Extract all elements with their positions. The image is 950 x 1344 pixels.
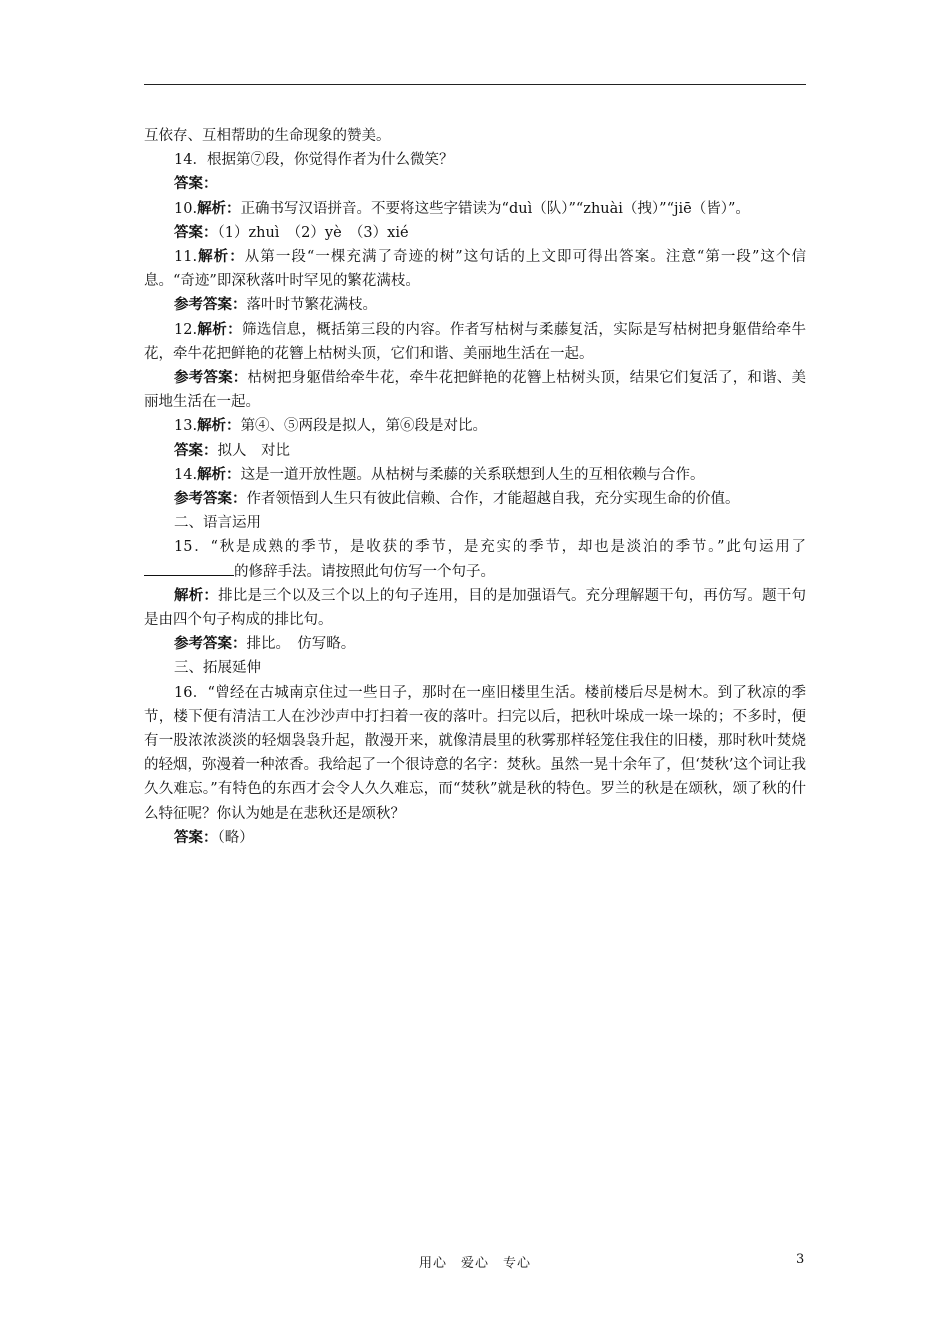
analysis-12 <box>144 318 806 366</box>
item-number: 10. <box>174 200 198 217</box>
answer-16 <box>144 826 806 850</box>
analysis-15 <box>144 584 806 632</box>
paragraph-text: 排比。 仿写略。 <box>246 636 356 653</box>
analysis-13 <box>144 414 806 438</box>
answer-10 <box>144 221 806 245</box>
paragraph-text: 从第一段“一棵充满了奇迹的树”这句话的上文即可得出答案。注意“第一段”这个信息。“奇迹”即深秋落叶时罕见的繁花满枝。 <box>144 249 807 290</box>
page-number: 3 <box>796 1252 805 1267</box>
paragraph-text: 14．根据第⑦段，你觉得作者为什么微笑？ <box>174 152 454 169</box>
paragraph-text-after-blank: 的修辞手法。请按照此句仿写一个句子。 <box>234 563 495 580</box>
section-title: 三、拓展延伸 <box>174 660 261 677</box>
paragraph-text: 拟人 对比 <box>217 442 290 459</box>
reference-answer-12 <box>144 366 806 414</box>
reference-answer-14 <box>144 487 806 511</box>
analysis-label: 解析： <box>174 586 219 604</box>
item-number: 13. <box>174 418 198 435</box>
section-title: 二、语言运用 <box>174 515 261 532</box>
reference-answer-label: 参考答案： <box>174 296 247 314</box>
analysis-label: 解析： <box>197 417 241 435</box>
answer-14-blank <box>144 172 806 196</box>
paragraph-text: 枯树把身躯借给牵牛花，牵牛花把鲜艳的花簪上枯树头顶，结果它们复活了，和谐、美丽地生活在一起。 <box>144 370 807 411</box>
analysis-label: 解析： <box>197 320 242 338</box>
item-number: 11. <box>174 249 198 266</box>
paragraph-text: 第④、⑤两段是拟人，第⑥段是对比。 <box>240 418 488 435</box>
question-14 <box>144 148 806 172</box>
footer-motto: 用心 爱心 专心 <box>418 1256 531 1271</box>
question-16 <box>144 681 806 826</box>
header-rule <box>144 84 806 85</box>
paragraph-text: 排比是三个以及三个以上的句子连用，目的是加强语气。充分理解题干句，再仿写。题干句是由四个句子构成的排比句。 <box>144 587 806 629</box>
answer-label: 答案： <box>174 223 218 241</box>
paragraph-text: 这是一道开放性题。从枯树与柔藤的关系联想到人生的互相依赖与合作。 <box>240 466 705 483</box>
reference-answer-15 <box>144 632 806 656</box>
reference-answer-label: 参考答案： <box>174 490 247 508</box>
section-heading-extension <box>144 656 806 680</box>
reference-answer-11 <box>144 293 806 317</box>
reference-answer-label: 参考答案： <box>174 635 247 653</box>
answer-label: 答案： <box>174 175 218 193</box>
paragraph-text: 作者领悟到人生只有彼此信赖、合作，才能超越自我，充分实现生命的价值。 <box>246 491 740 508</box>
question-15 <box>144 535 806 583</box>
reference-answer-label: 参考答案： <box>174 369 248 387</box>
analysis-label: 解析： <box>197 465 241 483</box>
answer-label: 答案： <box>174 441 218 459</box>
item-number: 14. <box>174 466 198 483</box>
paragraph-0 <box>144 124 806 148</box>
answer-label: 答案： <box>174 828 218 846</box>
analysis-label: 解析： <box>197 199 241 217</box>
analysis-14 <box>144 463 806 487</box>
paragraph-text: 正确书写汉语拼音。不要将这些字错读为“duì（队）”“zhuài（拽）”“jiē（皆）”。 <box>240 200 750 217</box>
paragraph-text: 落叶时节繁花满枝。 <box>246 297 377 314</box>
paragraph-text: （1）zhuì （2）yè （3）xié <box>217 224 409 241</box>
analysis-10 <box>144 197 806 221</box>
paragraph-text: 筛选信息，概括第三段的内容。作者写枯树与柔藤复活，实际是写枯树把身躯借给牵牛花，牵牛花把鲜艳的花簪上枯树头顶，它们和谐、美丽地生活在一起。 <box>144 321 807 362</box>
paragraph-text: （略） <box>217 829 254 846</box>
fill-in-blank <box>144 561 234 576</box>
section-heading-language <box>144 511 806 535</box>
document-body <box>144 124 806 850</box>
paragraph-text: 15．“秋是成熟的季节，是收获的季节，是充实的季节，却也是淡泊的季节。”此句运用了 <box>174 539 806 556</box>
analysis-11 <box>144 245 806 293</box>
answer-13 <box>144 439 806 463</box>
analysis-label: 解析： <box>197 248 245 266</box>
item-number: 12. <box>174 321 198 338</box>
paragraph-text: 16．“曾经在古城南京住过一些日子，那时在一座旧楼里生活。楼前楼后尽是树木。到了秋凉的季节，楼下便有清洁工人在沙沙声中打扫着一夜的落叶。扫完以后，把秋叶垛成一垛一垛的；不多时，便有一股浓浓淡淡的轻烟袅袅升起，散漫开来，就像清晨里的秋雾那样轻笼住我住的旧楼，那时秋叶焚烧的轻烟，弥漫着一种浓香。我给起了一个很诗意的名字：焚秋。虽然一晃十余年了，但‘焚秋’这个词让我久久难忘。”有特色的东西才会令人久久难忘，而“焚秋”就是秋的特色。罗兰的秋是在颂秋，颂了秋的什么特征呢？你认为她是在悲秋还是颂秋？ <box>144 684 806 822</box>
paragraph-text: 互依存、互相帮助的生命现象的赞美。 <box>144 128 391 144</box>
